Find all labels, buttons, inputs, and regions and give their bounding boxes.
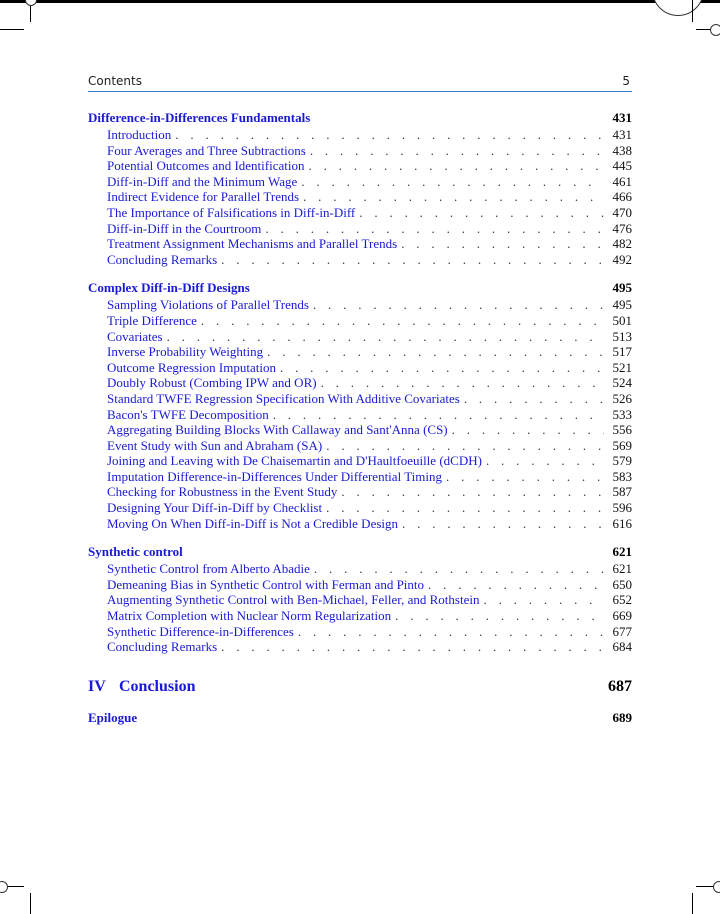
leader-dots [359,205,604,221]
registration-circle [713,881,720,893]
section-row[interactable] [88,639,632,655]
section-page: 445 [612,158,632,174]
section-page: 501 [612,312,632,328]
section-title[interactable]: Imputation Difference-in-Differences Under Differential Timing [107,468,443,484]
section-page: 517 [612,344,632,360]
registration-circle [25,0,37,6]
leader-dots [428,577,604,593]
section-row[interactable] [88,500,632,516]
section-page: 513 [612,328,632,344]
section-row[interactable] [88,329,632,345]
section-row[interactable] [88,143,632,159]
section-row[interactable] [88,624,632,640]
header-title: Contents [88,74,142,88]
section-page: 596 [612,500,632,516]
leader-dots [267,344,604,360]
epilogue-title[interactable]: Epilogue [88,710,138,725]
section-title[interactable]: Diff-in-Diff in the Courtroom [107,220,262,236]
leader-dots [464,391,604,407]
leader-dots [313,297,604,313]
epilogue-page: 689 [612,710,632,725]
leader-dots [308,158,604,174]
section-row[interactable] [88,313,632,329]
section-page: 524 [612,375,632,391]
toc-chapter [88,280,632,531]
section-title[interactable]: Matrix Completion with Nuclear Norm Regularization [107,608,392,624]
section-row[interactable] [88,360,632,376]
section-title[interactable]: Indirect Evidence for Parallel Trends [107,189,300,205]
section-title[interactable]: Augmenting Synthetic Control with Ben-Michael, Feller, and Rothstein [107,592,480,608]
section-title[interactable]: Concluding Remarks [107,251,218,267]
running-header [88,74,632,90]
section-page: 526 [612,390,632,406]
section-row[interactable] [88,422,632,438]
leader-dots [483,592,604,608]
section-row[interactable] [88,407,632,423]
section-page: 495 [612,297,632,313]
section-title[interactable]: Concluding Remarks [107,639,218,655]
section-row[interactable] [88,236,632,252]
section-page: 466 [612,189,632,205]
section-title[interactable]: Event Study with Sun and Abraham (SA) [107,437,323,453]
section-row[interactable] [88,158,632,174]
crop-mark [692,893,693,914]
leader-dots [486,453,604,469]
section-page: 492 [612,251,632,267]
leader-dots [265,221,604,237]
leader-dots [446,469,604,485]
section-row[interactable] [88,469,632,485]
section-page: 669 [612,608,632,624]
section-title[interactable]: Demeaning Bias in Synthetic Control with Ferman and Pinto [107,576,425,592]
chapter-row[interactable] [88,280,632,297]
section-title[interactable]: Covariates [107,328,163,344]
leader-dots [326,500,604,516]
section-page: 579 [612,453,632,469]
registration-mark-top [652,0,704,16]
chapter-row[interactable] [88,110,632,127]
chapter-page: 495 [612,280,632,296]
section-page: 621 [612,561,632,577]
chapter-title[interactable]: Synthetic control [88,544,183,560]
section-page: 616 [612,515,632,531]
leader-dots [402,516,604,532]
leader-dots [401,236,604,252]
crop-mark [692,0,693,22]
section-title[interactable]: Checking for Robustness in the Event Study [107,484,338,500]
section-title[interactable]: Synthetic Difference-in-Differences [107,623,294,639]
chapter-page: 621 [612,544,632,560]
section-title[interactable]: Triple Difference [107,312,197,328]
section-title[interactable]: Joining and Leaving with De Chaisemartin and D'Haultfoeuille (dCDH) [107,453,482,469]
leader-dots [273,407,604,423]
registration-circle [0,881,8,893]
section-page: 677 [612,623,632,639]
section-title[interactable]: The Importance of Falsifications in Diff-in-Diff [107,204,356,220]
section-title[interactable]: Treatment Assignment Mechanisms and Parallel Trends [107,236,398,252]
section-page: 556 [612,422,632,438]
section-row[interactable] [88,297,632,313]
leader-dots [167,329,604,345]
section-title[interactable]: Designing Your Diff-in-Diff by Checklist [107,500,323,516]
section-page: 482 [612,236,632,252]
section-row[interactable] [88,484,632,500]
leader-dots [221,639,604,655]
section-title[interactable]: Bacon's TWFE Decomposition [107,406,269,422]
section-page: 470 [612,204,632,220]
crop-mark [0,29,24,30]
leader-dots [341,484,604,500]
section-page: 587 [612,484,632,500]
part-page: 687 [608,678,632,695]
toc-chapter [88,544,632,655]
section-page: 652 [612,592,632,608]
section-title[interactable]: Four Averages and Three Subtractions [107,142,306,158]
section-title[interactable]: Synthetic Control from Alberto Abadie [107,561,310,577]
chapter-page: 431 [612,110,632,125]
leader-dots [314,561,604,577]
chapter-title[interactable]: Difference-in-Differences Fundamentals [88,110,311,125]
leader-dots [201,313,604,329]
toc-chapter [88,110,632,267]
top-border [0,0,720,3]
section-row[interactable] [88,453,632,469]
section-page: 431 [612,127,632,142]
leader-dots [310,143,604,159]
section-row[interactable] [88,205,632,221]
section-title[interactable]: Doubly Robust (Combing IPW and OR) [107,375,317,391]
section-row[interactable] [88,252,632,268]
section-row[interactable] [88,592,632,608]
section-title[interactable]: Outcome Regression Imputation [107,359,276,375]
table-of-contents [88,110,632,668]
leader-dots [321,375,604,391]
chapter-title[interactable]: Complex Diff-in-Diff Designs [88,280,250,296]
section-page: 650 [612,576,632,592]
section-row[interactable] [88,516,632,532]
leader-dots [452,422,604,438]
leader-dots [298,624,604,640]
section-page: 583 [612,468,632,484]
section-row[interactable] [88,189,632,205]
section-title[interactable]: Moving On When Diff-in-Diff is Not a Credible Design [107,515,399,531]
section-row[interactable] [88,577,632,593]
leader-dots [303,189,604,205]
section-row[interactable] [88,391,632,407]
page-number: 5 [622,74,630,88]
section-page: 569 [612,437,632,453]
section-page: 461 [612,173,632,189]
section-page: 684 [612,639,632,655]
part-number[interactable]: IV [88,678,106,695]
section-row[interactable] [88,221,632,237]
section-title[interactable]: Diff-in-Diff and the Minimum Wage [107,173,298,189]
crop-mark [30,893,31,914]
section-title[interactable]: Aggregating Building Blocks With Callaway and Sant'Anna (CS) [107,422,448,438]
epilogue-row[interactable] [88,710,632,726]
part-title[interactable]: Conclusion [119,678,196,695]
section-row[interactable] [88,127,632,143]
section-title[interactable]: Potential Outcomes and Identification [107,158,305,174]
leader-dots [395,608,604,624]
section-page: 438 [612,142,632,158]
leader-dots [175,127,604,143]
section-title[interactable]: Inverse Probability Weighting [107,344,264,360]
section-title[interactable]: Introduction [107,127,172,142]
part-row[interactable] [88,678,632,696]
section-title[interactable]: Standard TWFE Regression Specification With Additive Covariates [107,390,460,406]
section-row[interactable] [88,608,632,624]
leader-dots [301,174,604,190]
section-title[interactable]: Sampling Violations of Parallel Trends [107,297,309,313]
section-page: 521 [612,359,632,375]
section-row[interactable] [88,438,632,454]
section-page: 533 [612,406,632,422]
registration-circle [710,24,720,36]
section-row[interactable] [88,561,632,577]
section-page: 476 [612,220,632,236]
section-row[interactable] [88,375,632,391]
header-rule [88,91,632,92]
section-row[interactable] [88,174,632,190]
leader-dots [326,438,604,454]
leader-dots [280,360,604,376]
leader-dots [221,252,604,268]
section-row[interactable] [88,344,632,360]
chapter-row[interactable] [88,544,632,561]
